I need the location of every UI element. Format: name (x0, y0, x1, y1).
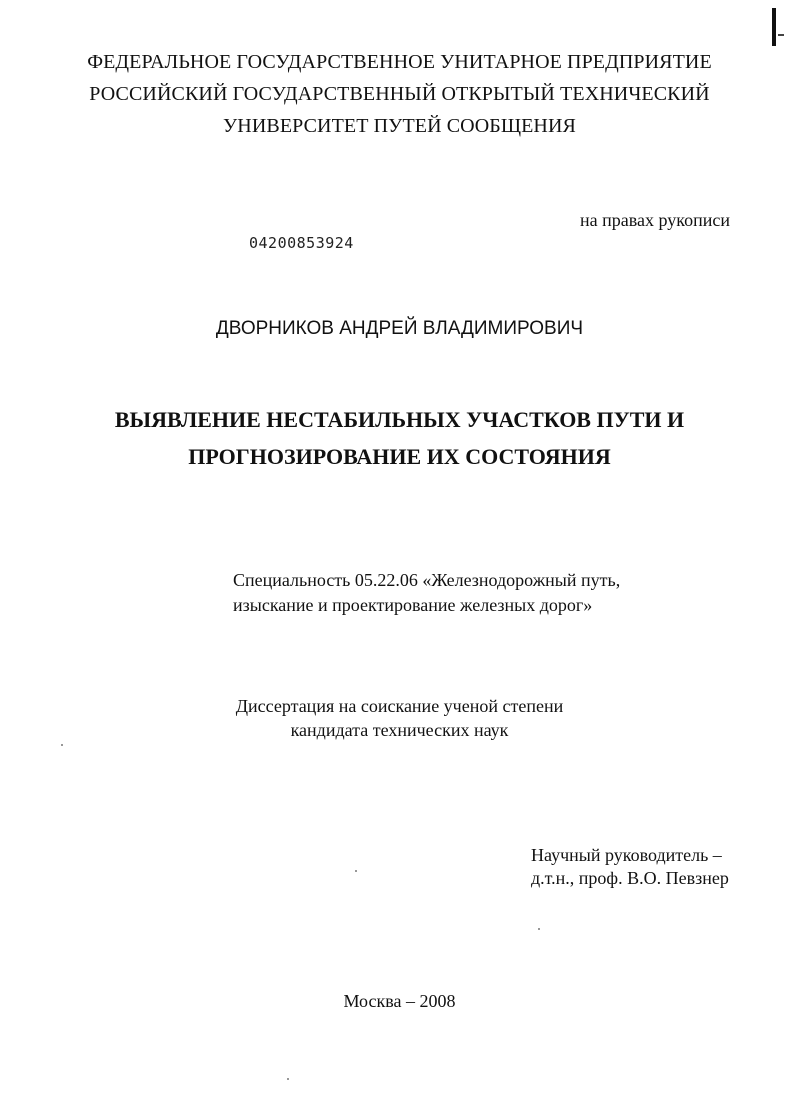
author-name: ДВОРНИКОВ АНДРЕЙ ВЛАДИМИРОВИЧ (215, 318, 584, 339)
manuscript-note: на правах рукописи (580, 210, 730, 230)
scan-mark (772, 8, 776, 46)
scan-speck (355, 870, 357, 872)
org-line-3: УНИВЕРСИТЕТ ПУТЕЙ СООБЩЕНИЯ (223, 115, 576, 137)
degree-line-1: Диссертация на соискание ученой степени (235, 696, 564, 716)
specialty-line-2: изыскание и проектирование железных дорог» (233, 595, 593, 615)
scan-speck (61, 744, 63, 746)
scan-speck (287, 1078, 289, 1080)
org-line-2: РОССИЙСКИЙ ГОСУДАРСТВЕННЫЙ ОТКРЫТЫЙ ТЕХНИЧЕСКИЙ (89, 83, 710, 105)
city-year: Москва – 2008 (343, 991, 456, 1011)
degree-line-2: кандидата технических наук (290, 720, 509, 740)
scan-speck (538, 928, 540, 930)
scan-mark-tick (778, 34, 784, 36)
supervisor-line-2: д.т.н., проф. В.О. Певзнер (531, 868, 729, 888)
library-code: 04200853924 (249, 234, 354, 252)
title-line-1: ВЫЯВЛЕНИЕ НЕСТАБИЛЬНЫХ УЧАСТКОВ ПУТИ И (114, 407, 685, 432)
specialty-line-1: Специальность 05.22.06 «Железнодорожный путь, (233, 570, 621, 590)
supervisor-line-1: Научный руководитель – (531, 845, 722, 865)
title-line-2: ПРОГНОЗИРОВАНИЕ ИХ СОСТОЯНИЯ (188, 444, 611, 469)
org-line-1: ФЕДЕРАЛЬНОЕ ГОСУДАРСТВЕННОЕ УНИТАРНОЕ ПРЕДПРИЯТИЕ (87, 51, 712, 73)
